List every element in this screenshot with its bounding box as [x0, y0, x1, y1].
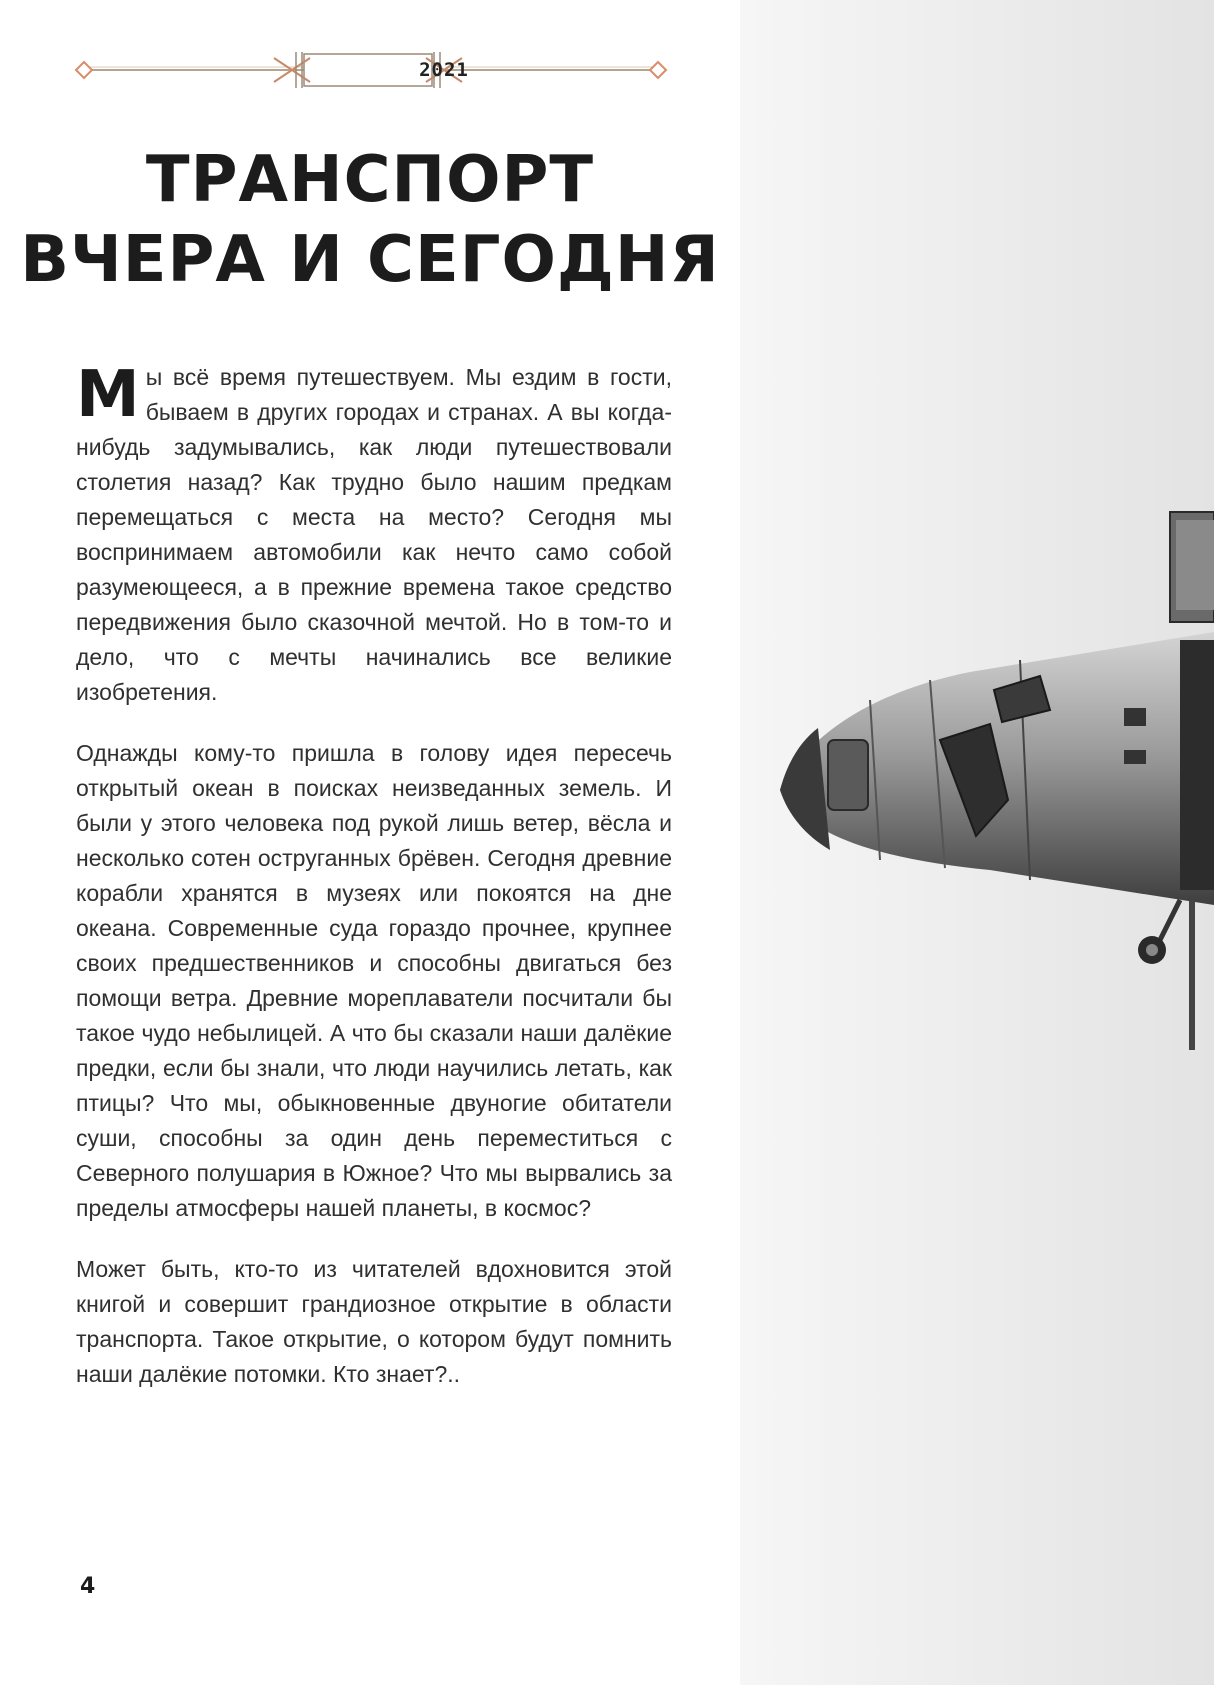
page-title	[0, 140, 740, 300]
drop-cap: М	[76, 358, 140, 432]
airplane-nose-icon	[740, 0, 1214, 1685]
ornament-frame-icon	[74, 48, 668, 92]
page-number: 4	[80, 1574, 96, 1599]
title-line-2: ВЧЕРА И СЕГОДНЯ	[20, 223, 720, 297]
paragraph-2: Однажды кому-то пришла в голову идея пересечь открытый океан в поисках неизведанных земель. И были у этого человека под рукой лишь ветер, вёсла и несколько сотен оструганных брёвен. Сегодня древние корабли хранятся в музеях или покоятся на дне океана. Современные суда гораздо прочнее, крупнее своих предшественников и способны двигаться без помощи ветра. Древние мореплаватели посчитали бы такое чудо небылицей. А что бы сказали наши далёкие предки, если бы знали, что люди научились летать, как птицы? Что мы, обыкновенные двуногие обитатели суши, способны за один день переместиться с Северного полушария в Южное? Что мы вырвались за пределы атмосферы нашей планеты, в космос?	[76, 740, 672, 1221]
paragraph-1-text: ы всё время путешествуем. Мы ездим в гости, бываем в других городах и странах. А вы когда-нибудь задумывались, как люди путешествовали столетия назад? Как трудно было нашим предкам перемещаться с места на место? Сегодня мы воспринимаем автомобили как нечто само собой разумеющееся, а в прежние времена такое средство передвижения было сказочной мечтой. Но в том-то и дело, что с мечты начинались все великие изобретения.	[76, 364, 672, 705]
airplane-photo	[740, 0, 1214, 1685]
year-label: 2021	[419, 59, 469, 81]
paragraph-1	[76, 360, 672, 710]
year-ornament	[74, 48, 668, 92]
body-text	[76, 360, 672, 1418]
paragraph-3: Может быть, кто-то из читателей вдохновится этой книгой и совершит грандиозное открытие в области транспорта. Такое открытие, о котором будут помнить наши далёкие потомки. Кто знает?..	[76, 1256, 672, 1387]
title-line-1: ТРАНСПОРТ	[145, 143, 595, 217]
